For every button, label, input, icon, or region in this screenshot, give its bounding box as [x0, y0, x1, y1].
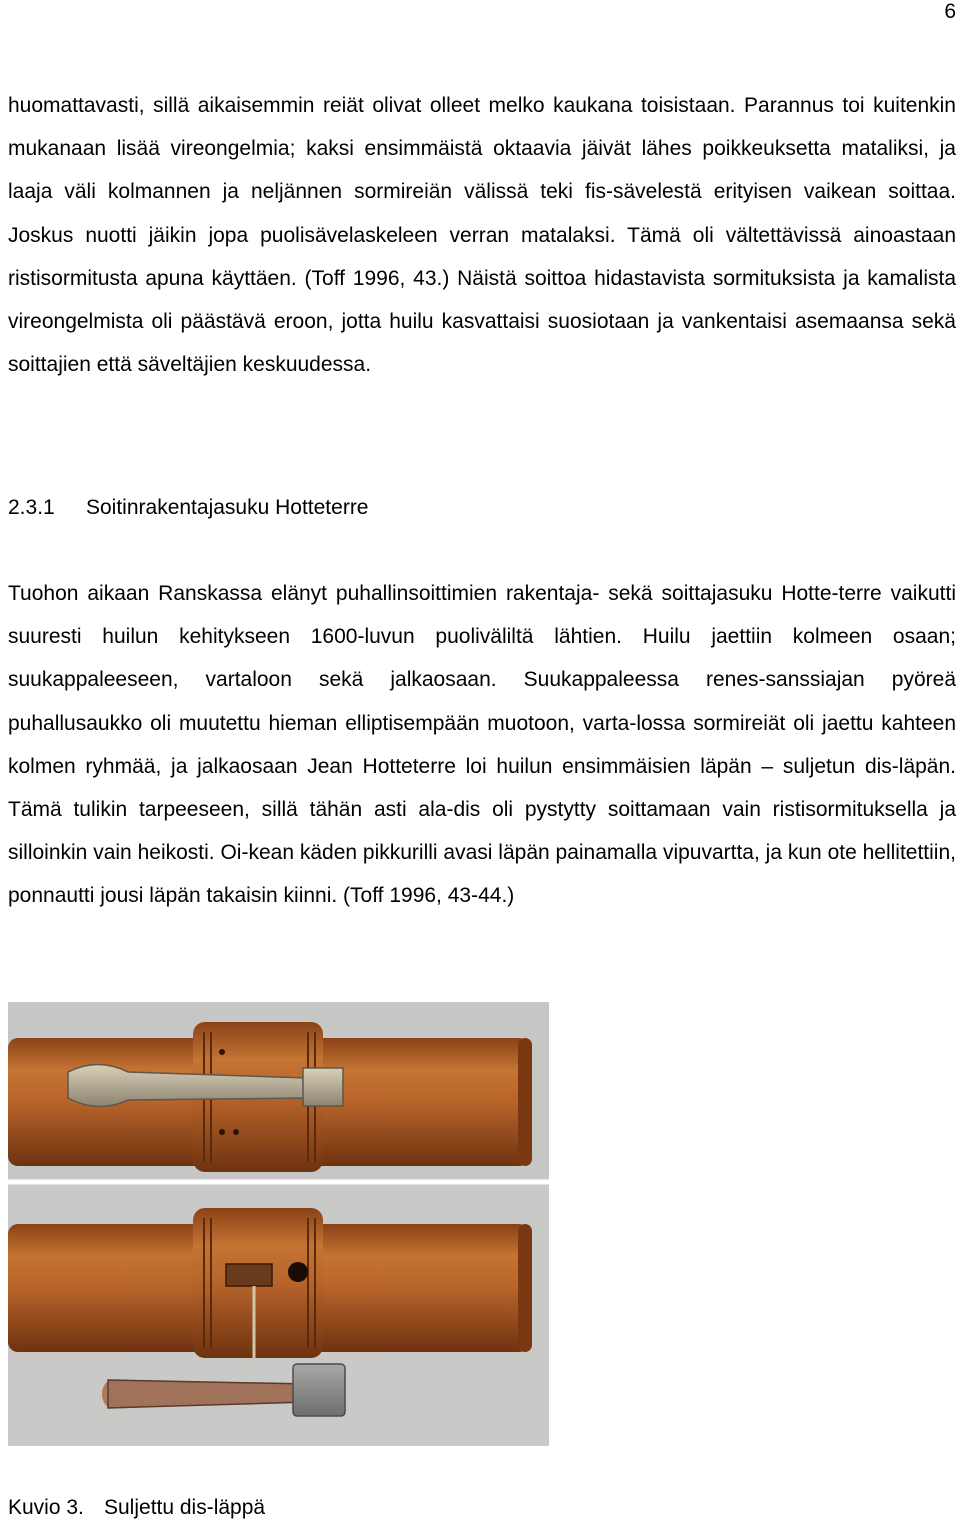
section-number: 2.3.1	[8, 496, 55, 519]
caption-label: Kuvio 3.	[8, 1496, 84, 1519]
flute-body-lower	[8, 1208, 532, 1362]
page-number: 6	[944, 0, 956, 23]
section-heading	[8, 494, 369, 522]
body-paragraph-1: huomattavasti, sillä aikaisemmin reiät olivat olleet melko kaukana toisistaan. Parannus toi kuitenkin mukanaan lisää vireongelmia; kaksi ensimmäistä oktaavia jäivät lähes poikkeuksetta mataliksi, ja laaja väli kolmannen ja neljännen sormireiän välissä teki fis-sävelestä erityisen vaikean soittaa. Joskus nuotti jäikin jopa puolisävelaskeleen verran matalaksi. Tämä oli vältettävissä ainoastaan ristisormitusta apuna käyttäen. (Toff 1996, 43.) Näistä soittoa hidastavista sormituksista ja kamalista vireongelmista oli päästävä eroon, jotta huilu kasvattaisi suosiotaan ja vankentaisi asemaansa sekä soittajien että säveltäjien keskuudessa.	[8, 94, 956, 377]
caption-text: Suljettu dis-läppä	[104, 1496, 266, 1519]
tone-hole	[288, 1262, 308, 1282]
flute-key-photo	[8, 1002, 549, 1446]
body-paragraph-2: Tuohon aikaan Ranskassa elänyt puhallinsoittimien rakentaja- sekä soittajasuku Hotte-terre vaikutti suuresti huilun kehitykseen 1600-luvun puoliväliltä lähtien. Huilu jaettiin kolmeen osaan; suukappaleeseen, vartaloon sekä jalkaosaan. Suukappaleessa renes-sanssiajan pyöreä puhallusaukko oli muutettu hieman elliptisempään muotoon, varta-lossa sormireiät oli jaettu kahteen kolmen ryhmää, ja jalkaosaan Jean Hotteterre loi huilun ensimmäisien läpän – suljetun dis-läpän. Tämä tulikin tarpeeseen, sillä tähän asti ala-dis oli pystytty soittamaan vain ristisormituksella ja silloinkin vain heikosti. Oi-kean käden pikkurilli avasi läpän painamalla vipuvartta, ja kun ote hellitettiin, ponnautti jousi läpän takaisin kiinni. (Toff 1996, 43-44.)	[8, 582, 956, 908]
flute-body-upper	[8, 1022, 532, 1172]
figure-caption	[8, 1494, 265, 1522]
section-title: Soitinrakentajasuku Hotteterre	[86, 496, 369, 519]
